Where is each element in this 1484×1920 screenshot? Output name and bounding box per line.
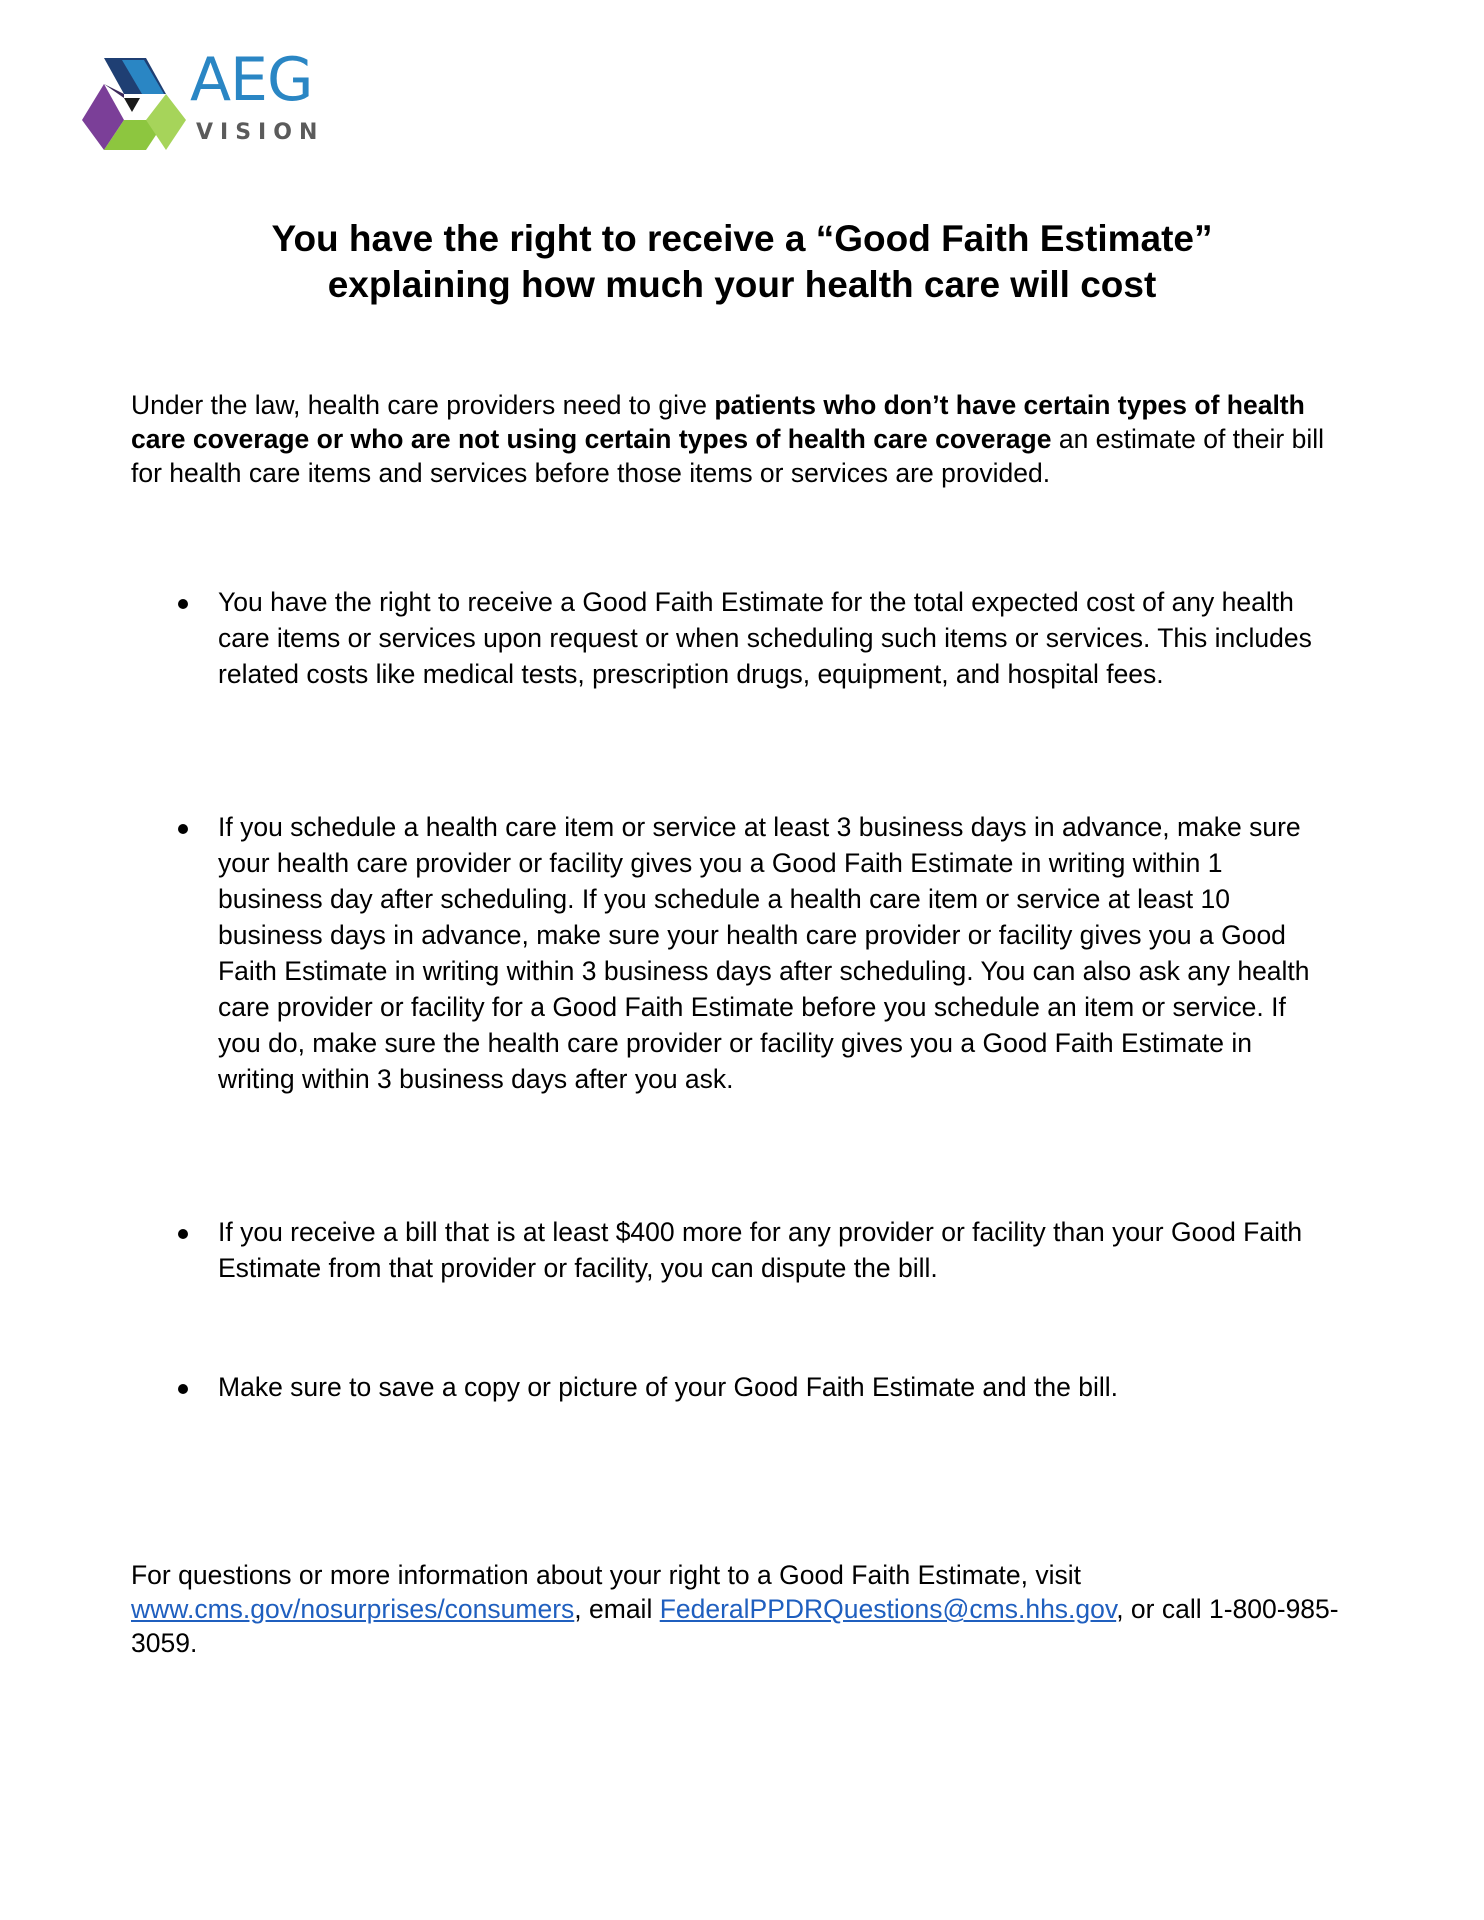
bullet-icon: [178, 1384, 188, 1394]
list-item-text: If you receive a bill that is at least $400 more for any provider or facility than your Good Faith Estimate from that provider or facility, you can dispute the bill.: [218, 1217, 1303, 1283]
list-item: [218, 1369, 1328, 1405]
title-line-1: You have the right to receive a “Good Faith Estimate”: [271, 218, 1213, 259]
aeg-vision-logo: [82, 45, 352, 158]
email-link[interactable]: FederalPPDRQuestions@cms.hhs.gov: [659, 1594, 1117, 1624]
bullet-icon: [178, 1229, 188, 1239]
list-item-text: You have the right to receive a Good Faith Estimate for the total expected cost of any health care items or services upon request or when scheduling such items or services. This includes related costs like medical tests, prescription drugs, equipment, and hospital fees.: [218, 587, 1312, 689]
cms-website-link[interactable]: www.cms.gov/nosurprises/consumers: [131, 1594, 575, 1624]
page-title: [0, 216, 1484, 308]
bullet-icon: [178, 599, 188, 609]
list-item: [218, 584, 1328, 692]
list-item-text: Make sure to save a copy or picture of your Good Faith Estimate and the bill.: [218, 1372, 1118, 1402]
title-line-2: explaining how much your health care will cost: [327, 264, 1157, 305]
list-item: [218, 809, 1328, 1097]
footer-text-1: For questions or more information about your right to a Good Faith Estimate, visit: [131, 1560, 1082, 1590]
list-item: [218, 1214, 1328, 1286]
logo-sub-text: VISION: [196, 120, 325, 145]
logo-brand-text: AEG: [190, 45, 313, 115]
list-item-text: If you schedule a health care item or service at least 3 business days in advance, make sure your health care provider or facility gives you a Good Faith Estimate in writing within 1 business day after scheduling. If you schedule a health care item or service at least 10 business days in advance, make sure your health care provider or facility gives you a Good Faith Estimate in writing within 3 business days after scheduling. You can also ask any health care provider or facility for a Good Faith Estimate before you schedule an item or service. If you do, make sure the health care provider or facility gives you a Good Faith Estimate in writing within 3 business days after you ask.: [218, 812, 1310, 1094]
logo-mark-icon: [82, 58, 186, 150]
footer-text-2: , email: [574, 1594, 660, 1624]
footer-contact-paragraph: [131, 1558, 1361, 1660]
intro-text-bold: patients who don’t have certain types of health care coverage or who are not using certain types of health care coverage: [131, 390, 1305, 454]
bullet-icon: [178, 824, 188, 834]
footer-text-3: , or call 1-800-985-3059.: [131, 1594, 1339, 1658]
intro-text-before: Under the law, health care providers need to give: [131, 390, 715, 420]
intro-text-after: an estimate of their bill for health care items and services before those items or services are provided.: [131, 424, 1324, 488]
intro-paragraph: [131, 388, 1351, 490]
